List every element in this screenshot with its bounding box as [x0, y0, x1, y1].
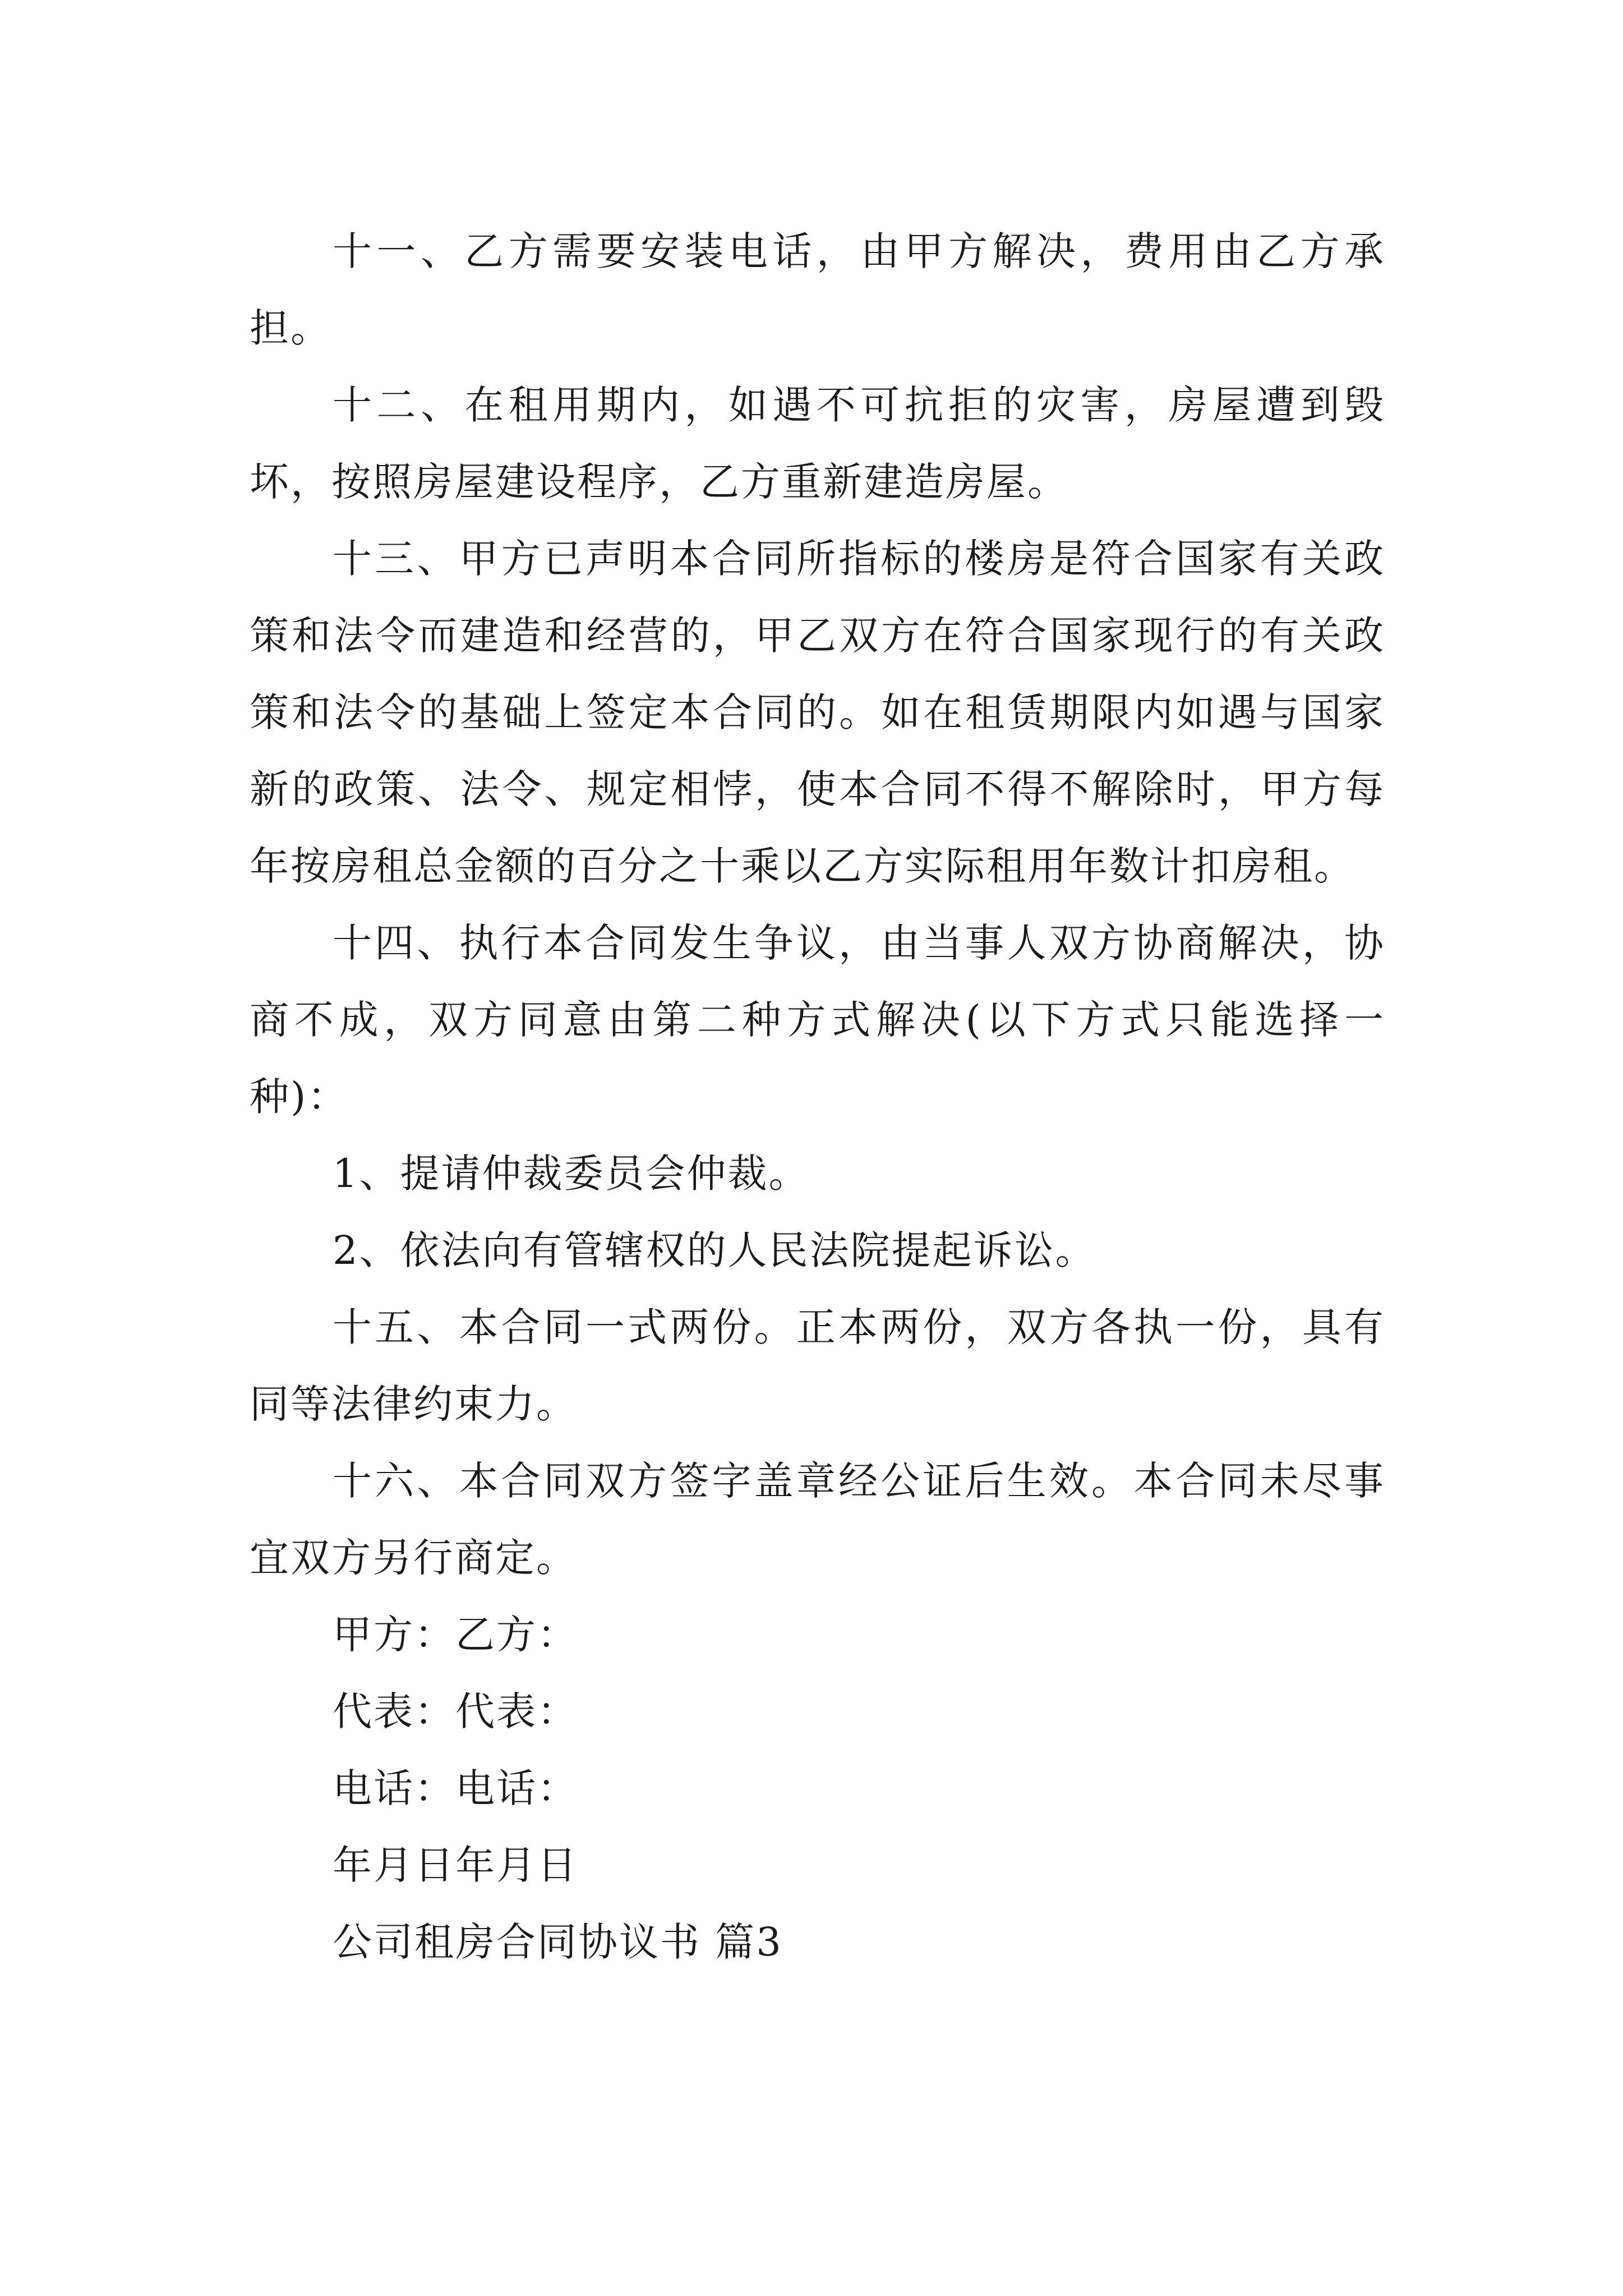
clause-13: 十三、甲方已声明本合同所指标的楼房是符合国家有关政策和法令而建造和经营的，甲乙双方在符合国家现行的有关政策和法令的基础上签定本合同的。如在租赁期限内如遇与国家新的政策、法令、规定相悖，使本合同不得不解除时，甲方每年按房租总金额的百分之十乘以乙方实际租用年数计扣房租。	[250, 536, 1385, 889]
clause-15: 十五、本合同一式两份。正本两份，双方各执一份，具有同等法律约束力。	[250, 1304, 1385, 1427]
clause-11: 十一、乙方需要安装电话，由甲方解决，费用由乙方承担。	[250, 228, 1385, 351]
clause-14-option-1: 1、提请仲裁委员会仲裁。	[333, 1151, 810, 1197]
next-section-title: 公司租房合同协议书 篇3	[333, 1919, 783, 1965]
signature-representatives: 代表：代表：	[333, 1688, 578, 1734]
signature-dates: 年月日年月日	[333, 1842, 578, 1888]
clause-14: 十四、执行本合同发生争议，由当事人双方协商解决，协商不成，双方同意由第二种方式解决(以下方式只能选择一种)：	[250, 920, 1385, 1120]
clause-16: 十六、本合同双方签字盖章经公证后生效。本合同未尽事宜双方另行商定。	[250, 1458, 1385, 1581]
clause-14-option-2: 2、依法向有管辖权的人民法院提起诉讼。	[333, 1227, 1096, 1273]
clause-12: 十二、在租用期内，如遇不可抗拒的灾害，房屋遭到毁坏，按照房屋建设程序，乙方重新建造房屋。	[250, 382, 1385, 505]
signature-parties: 甲方：乙方：	[333, 1612, 578, 1658]
signature-phones: 电话：电话：	[333, 1765, 578, 1811]
document-body	[250, 213, 1385, 1981]
